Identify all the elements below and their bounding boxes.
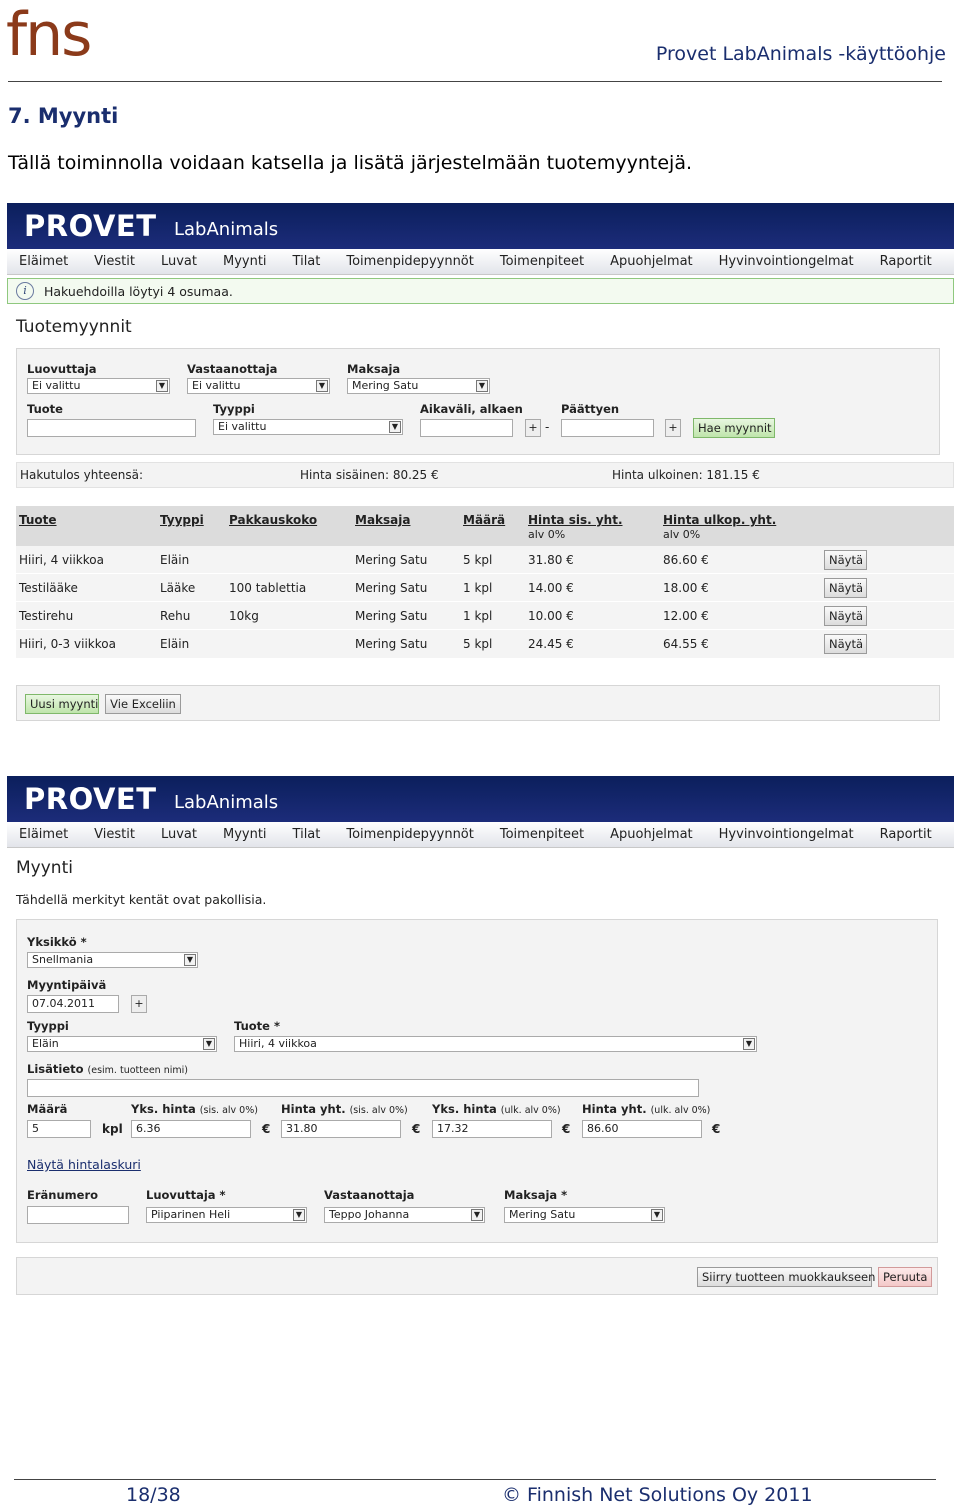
cell-maara: 5 kpl: [463, 553, 493, 567]
cell-maksaja: Mering Satu: [355, 609, 428, 623]
tyyppi-label: Tyyppi: [213, 402, 255, 416]
menu-item-luvat[interactable]: Luvat: [160, 827, 197, 842]
chevron-down-icon: ▼: [293, 1209, 305, 1221]
sale-form-screenshot: [7, 776, 954, 1296]
maksaja-label: Maksaja: [347, 362, 401, 376]
show-sale-button[interactable]: Näytä: [824, 606, 867, 626]
table-header: [16, 506, 954, 546]
cell-maara: 1 kpl: [463, 609, 493, 623]
column-header-tyyppi[interactable]: Tyyppi: [160, 513, 204, 527]
menu-item-elaimet[interactable]: Eläimet: [19, 254, 69, 269]
date-picker-button[interactable]: +: [131, 995, 147, 1013]
cell-tyyppi: Lääke: [160, 581, 196, 595]
vastaanottaja-select[interactable]: Teppo Johanna ▼: [324, 1207, 485, 1223]
show-price-calculator-link[interactable]: Näytä hintalaskuri: [27, 1157, 141, 1172]
hinta-yht-sis-input[interactable]: 31.80: [281, 1120, 401, 1138]
euro-label: €: [562, 1122, 571, 1136]
show-sale-button[interactable]: Näytä: [824, 578, 867, 598]
required-fields-note: Tähdellä merkityt kentät ovat pakollisia.: [16, 892, 267, 907]
start-date-picker-button[interactable]: +: [525, 419, 541, 437]
maksaja-label: Maksaja *: [504, 1188, 568, 1202]
luovuttaja-select[interactable]: Ei valittu ▼: [27, 378, 170, 394]
myyntipaiva-label: Myyntipäivä: [27, 978, 107, 992]
tyyppi-select[interactable]: Ei valittu ▼: [213, 419, 403, 435]
menu-item-apuohjelmat[interactable]: Apuohjelmat: [610, 827, 693, 842]
page-title: Myynti: [16, 858, 73, 878]
vastaanottaja-label: Vastaanottaja: [324, 1188, 415, 1202]
sales-list-screenshot: [7, 203, 954, 723]
chevron-down-icon: ▼: [316, 380, 328, 392]
sale-form-panel: [16, 919, 938, 1243]
cell-hinta-sis: 24.45 €: [528, 637, 574, 651]
start-date-input[interactable]: [420, 419, 513, 437]
cell-hinta-ulk: 86.60 €: [663, 553, 709, 567]
show-sale-button[interactable]: Näytä: [824, 634, 867, 654]
chevron-down-icon: ▼: [651, 1209, 663, 1221]
cell-tyyppi: Rehu: [160, 609, 191, 623]
menu-item-myynti[interactable]: Myynti: [222, 827, 267, 842]
yks-hinta-ulk-label: Yks. hinta (ulk. alv 0%): [432, 1102, 561, 1116]
column-header-hinta-ulk[interactable]: Hinta ulkop. yht.: [663, 513, 777, 527]
cell-hinta-ulk: 18.00 €: [663, 581, 709, 595]
brand-subtitle: LabAnimals: [174, 792, 279, 813]
cell-pakkauskoko: 100 tablettia: [229, 581, 307, 595]
hinta-yht-ulk-label: Hinta yht. (ulk. alv 0%): [582, 1102, 711, 1116]
menu-item-tilat[interactable]: Tilat: [292, 254, 321, 269]
hinta-yht-sis-label: Hinta yht. (sis. alv 0%): [281, 1102, 408, 1116]
cell-maksaja: Mering Satu: [355, 553, 428, 567]
app-banner: [7, 776, 954, 822]
brand-logo: PROVET: [24, 209, 157, 243]
column-header-hinta-sis[interactable]: Hinta sis. yht.: [528, 513, 623, 527]
cell-tuote: Testirehu: [19, 609, 74, 623]
cell-maksaja: Mering Satu: [355, 581, 428, 595]
cell-hinta-sis: 10.00 €: [528, 609, 574, 623]
main-menu: [7, 249, 954, 275]
info-message: Hakuehdoilla löytyi 4 osumaa.: [44, 283, 233, 299]
brand-logo: PROVET: [24, 782, 157, 816]
cell-tyyppi: Eläin: [160, 553, 190, 567]
cell-maara: 1 kpl: [463, 581, 493, 595]
main-menu: [7, 822, 954, 848]
header-divider: [8, 81, 942, 82]
myyntipaiva-input[interactable]: 07.04.2011: [27, 995, 119, 1013]
cell-tyyppi: Eläin: [160, 637, 190, 651]
chevron-down-icon: ▼: [743, 1038, 755, 1050]
maksaja-select[interactable]: Mering Satu ▼: [504, 1207, 665, 1223]
lisatieto-input[interactable]: [27, 1079, 699, 1097]
yks-hinta-ulk-input[interactable]: 17.32: [432, 1120, 552, 1138]
filter-panel: [16, 348, 940, 455]
tuote-label: Tuote: [27, 402, 63, 416]
maara-label: Määrä: [27, 1102, 68, 1116]
cell-maara: 5 kpl: [463, 637, 493, 651]
vastaanottaja-select[interactable]: Ei valittu ▼: [187, 378, 330, 394]
paattyen-label: Päättyen: [561, 402, 620, 416]
intro-paragraph: Tällä toiminnolla voidaan katsella ja lisätä järjestelmään tuotemyyntejä.: [8, 152, 693, 174]
chevron-down-icon: ▼: [471, 1209, 483, 1221]
summary-label: Hakutulos yhteensä:: [20, 468, 144, 482]
list-action-panel: [16, 685, 940, 721]
menu-item-elaimet[interactable]: Eläimet: [19, 827, 69, 842]
cell-tuote: Testilääke: [19, 581, 78, 595]
chevron-down-icon: ▼: [156, 380, 168, 392]
chevron-down-icon: ▼: [476, 380, 488, 392]
lisatieto-label: Lisätieto (esim. tuotteen nimi): [27, 1062, 188, 1076]
show-sale-button[interactable]: Näytä: [824, 550, 867, 570]
menu-item-raportit[interactable]: Raportit: [879, 254, 932, 269]
cell-pakkauskoko: 10kg: [229, 609, 259, 623]
maksaja-select[interactable]: Mering Satu ▼: [347, 378, 490, 394]
page-number: 18/38: [126, 1484, 181, 1506]
eranumero-label: Eränumero: [27, 1188, 99, 1202]
footer-divider: [14, 1479, 936, 1480]
menu-item-raportit[interactable]: Raportit: [879, 827, 932, 842]
column-subheader-hinta-ulk: alv 0%: [663, 528, 701, 541]
summary-internal-price: Hinta sisäinen: 80.25 €: [300, 468, 439, 482]
form-action-panel: [16, 1257, 938, 1295]
menu-item-tilat[interactable]: Tilat: [292, 827, 321, 842]
yks-hinta-sis-input[interactable]: 6.36: [131, 1120, 251, 1138]
fns-logo: fns: [6, 0, 91, 70]
cell-hinta-ulk: 64.55 €: [663, 637, 709, 651]
euro-label: €: [262, 1122, 271, 1136]
copyright: © Finnish Net Solutions Oy 2011: [502, 1484, 813, 1506]
eranumero-input[interactable]: [27, 1206, 129, 1224]
unit-label: kpl: [102, 1122, 123, 1136]
column-header-maksaja[interactable]: Maksaja: [355, 513, 411, 527]
info-message-bar: [7, 278, 954, 304]
maara-input[interactable]: 5: [27, 1120, 91, 1138]
chevron-down-icon: ▼: [203, 1038, 215, 1050]
cell-hinta-ulk: 12.00 €: [663, 609, 709, 623]
aikavali-label: Aikaväli, alkaen: [420, 402, 523, 416]
table-row: [16, 574, 954, 602]
menu-item-toimenpiteet[interactable]: Toimenpiteet: [499, 254, 585, 269]
cell-maksaja: Mering Satu: [355, 637, 428, 651]
cell-tuote: Hiiri, 4 viikkoa: [19, 553, 104, 567]
summary-external-price: Hinta ulkoinen: 181.15 €: [612, 468, 760, 482]
luovuttaja-select[interactable]: Piiparinen Heli ▼: [146, 1207, 307, 1223]
menu-item-toimenpiteet[interactable]: Toimenpiteet: [499, 827, 585, 842]
menu-item-viestit[interactable]: Viestit: [94, 254, 135, 269]
tyyppi-label: Tyyppi: [27, 1019, 69, 1033]
cell-tuote: Hiiri, 0-3 viikkoa: [19, 637, 116, 651]
end-date-input[interactable]: [561, 419, 654, 437]
tuote-label: Tuote *: [234, 1019, 280, 1033]
menu-item-hyvinvointiongelmat[interactable]: Hyvinvointiongelmat: [718, 827, 854, 842]
date-range-dash: -: [545, 420, 550, 434]
luovuttaja-label: Luovuttaja: [27, 362, 97, 376]
tuote-select[interactable]: Hiiri, 4 viikkoa ▼: [234, 1036, 757, 1052]
column-header-maara[interactable]: Määrä: [463, 513, 506, 527]
column-header-pakkauskoko[interactable]: Pakkauskoko: [229, 513, 318, 527]
table-row: [16, 546, 954, 574]
menu-item-toimenpidepyynnot[interactable]: Toimenpidepyynnöt: [346, 827, 474, 842]
euro-label: €: [712, 1122, 721, 1136]
search-sales-button[interactable]: Hae myynnit: [693, 418, 775, 438]
vastaanottaja-label: Vastaanottaja: [187, 362, 278, 376]
lisatieto-hint: (esim. tuotteen nimi): [87, 1065, 188, 1076]
tyyppi-select[interactable]: Eläin ▼: [27, 1036, 217, 1052]
cell-hinta-sis: 31.80 €: [528, 553, 574, 567]
page-title: Tuotemyynnit: [16, 317, 132, 337]
menu-item-myynti[interactable]: Myynti: [222, 254, 267, 269]
section-heading: 7. Myynti: [8, 104, 119, 128]
chevron-down-icon: ▼: [389, 421, 401, 433]
yksikko-label: Yksikkö *: [27, 935, 87, 949]
menu-item-luvat[interactable]: Luvat: [160, 254, 197, 269]
export-excel-button[interactable]: Vie Exceliin: [105, 694, 181, 714]
column-subheader-hinta-sis: alv 0%: [528, 528, 566, 541]
document-header-title: Provet LabAnimals -käyttöohje: [655, 43, 946, 65]
end-date-picker-button[interactable]: +: [665, 419, 681, 437]
app-banner: [7, 203, 954, 249]
edit-product-button[interactable]: Siirry tuotteen muokkaukseen: [697, 1267, 872, 1287]
info-icon: i: [16, 282, 34, 300]
column-header-tuote[interactable]: Tuote: [19, 513, 57, 527]
chevron-down-icon: ▼: [184, 954, 196, 966]
tuote-input[interactable]: [27, 419, 196, 437]
menu-item-hyvinvointiongelmat[interactable]: Hyvinvointiongelmat: [718, 254, 854, 269]
search-summary: [16, 462, 954, 488]
euro-label: €: [412, 1122, 421, 1136]
cancel-button[interactable]: Peruuta: [878, 1267, 932, 1287]
cell-hinta-sis: 14.00 €: [528, 581, 574, 595]
yks-hinta-sis-label: Yks. hinta (sis. alv 0%): [131, 1102, 258, 1116]
menu-item-toimenpidepyynnot[interactable]: Toimenpidepyynnöt: [346, 254, 474, 269]
menu-item-apuohjelmat[interactable]: Apuohjelmat: [610, 254, 693, 269]
luovuttaja-label: Luovuttaja *: [146, 1188, 226, 1202]
brand-subtitle: LabAnimals: [174, 219, 279, 240]
hinta-yht-ulk-input[interactable]: 86.60: [582, 1120, 702, 1138]
menu-item-viestit[interactable]: Viestit: [94, 827, 135, 842]
table-row: [16, 630, 954, 658]
yksikko-select[interactable]: Snellmania ▼: [27, 952, 198, 968]
table-row: [16, 602, 954, 630]
new-sale-button[interactable]: Uusi myynti: [25, 694, 99, 714]
